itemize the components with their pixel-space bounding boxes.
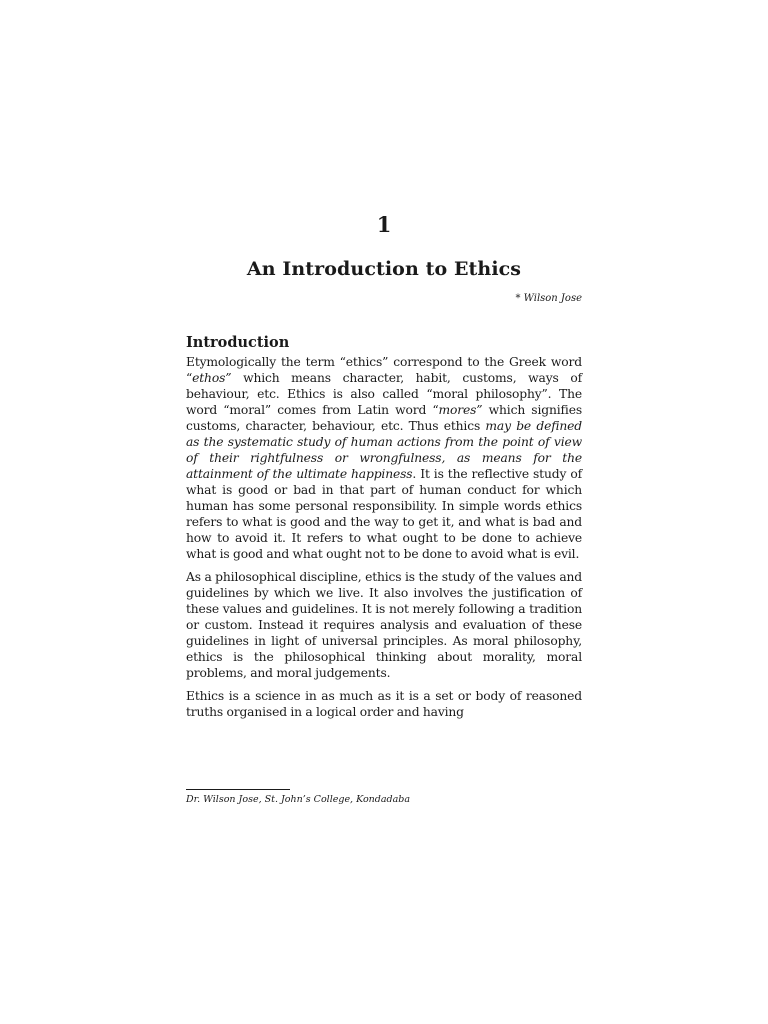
footnote-divider (186, 789, 290, 790)
paragraph-1-part-3: which means character, habit, customs, ways of behaviour, etc. Ethics is also called “moral philosophy”. The word “moral” comes from Latin word “ (186, 371, 582, 417)
paragraph-1-part-5: which signifies customs, character, behaviour, etc. Thus ethics (186, 403, 582, 433)
paragraph-3: Ethics is a science in as much as it is a set or body of reasoned truths organised in a logical order and having (186, 689, 582, 719)
paragraph-1-definition: may be defined as the systematic study of human actions from the point of view of their rightfulness or wrongfulness, as means for the attainment of the ultimate happiness (186, 419, 582, 481)
paragraph-1 (186, 354, 582, 562)
paragraph-2: As a philosophical discipline, ethics is the study of the values and guidelines by which we live. It also involves the justification of these values and guidelines. It is not merely following a tradition or custom. Instead it requires analysis and evaluation of these guidelines in light of universal principles. As moral philosophy, ethics is the philosophical thinking about morality, moral problems, and moral judgements. (186, 570, 582, 680)
section-heading: Introduction (186, 334, 290, 351)
footnote: Dr. Wilson Jose, St. John’s College, Kondadaba (186, 794, 411, 805)
paragraph-1-part-1: Etymologically the term “ethics” correspond to the Greek word “ (186, 355, 582, 385)
document-page (186, 0, 582, 1024)
body-text (186, 354, 582, 727)
paragraph-1-ethos-term: ethos” (192, 371, 232, 385)
chapter-number: 1 (376, 212, 392, 237)
chapter-title: An Introduction to Ethics (246, 258, 522, 280)
paragraph-1-mores-term: mores” (438, 403, 483, 417)
author-byline: * Wilson Jose (515, 293, 582, 304)
paragraph-1-part-7: . It is the reflective study of what is good or bad in that part of human conduct for which human has some personal responsibility. In simple words ethics refers to what is good and the way to get it, and what is bad and how to avoid it. It refers to what ought to be done to achieve what is good and what ought not to be done to avoid what is evil. (186, 467, 582, 561)
